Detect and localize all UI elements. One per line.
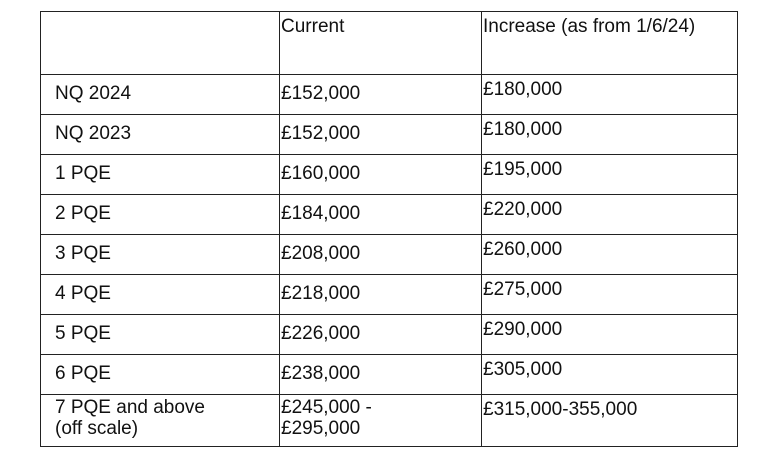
- header-increase: Increase (as from 1/6/24): [482, 12, 738, 75]
- level-cell: NQ 2023: [41, 115, 280, 155]
- table-row: [41, 395, 738, 447]
- table-row: [41, 115, 738, 155]
- level-cell: [41, 395, 280, 447]
- increased-salary-cell: £290,000: [482, 315, 738, 355]
- increased-salary-cell: £305,000: [482, 355, 738, 395]
- current-salary-cell: [280, 395, 482, 447]
- table-row: [41, 315, 738, 355]
- salary-table-body: [41, 12, 738, 447]
- table-row: [41, 235, 738, 275]
- salary-table: [40, 11, 738, 447]
- level-cell: 6 PQE: [41, 355, 280, 395]
- current-salary-cell: £208,000: [280, 235, 482, 275]
- level-cell: 4 PQE: [41, 275, 280, 315]
- current-salary-cell: £184,000: [280, 195, 482, 235]
- level-cell: 5 PQE: [41, 315, 280, 355]
- header-current: Current: [280, 12, 482, 75]
- table-row: [41, 275, 738, 315]
- header-level: [41, 12, 280, 75]
- level-cell: NQ 2024: [41, 75, 280, 115]
- level-cell: 2 PQE: [41, 195, 280, 235]
- current-salary-line: £295,000: [281, 418, 361, 439]
- current-salary-line: £245,000 -: [281, 397, 372, 418]
- level-cell: 1 PQE: [41, 155, 280, 195]
- increased-salary-cell: £195,000: [482, 155, 738, 195]
- table-row: [41, 155, 738, 195]
- current-salary-cell: £152,000: [280, 115, 482, 155]
- table-row: [41, 355, 738, 395]
- header-row: [41, 12, 738, 75]
- increased-salary-cell: £220,000: [482, 195, 738, 235]
- increased-salary-cell: £180,000: [482, 115, 738, 155]
- current-salary-cell: £152,000: [280, 75, 482, 115]
- increased-salary-cell: £315,000-355,000: [482, 395, 738, 447]
- level-cell: 3 PQE: [41, 235, 280, 275]
- table-row: [41, 195, 738, 235]
- table-row: [41, 75, 738, 115]
- increased-salary-cell: £180,000: [482, 75, 738, 115]
- increased-salary-cell: £275,000: [482, 275, 738, 315]
- level-line: (off scale): [55, 418, 139, 439]
- current-salary-cell: £226,000: [280, 315, 482, 355]
- current-salary-cell: £238,000: [280, 355, 482, 395]
- current-salary-cell: £160,000: [280, 155, 482, 195]
- level-line: 7 PQE and above: [55, 397, 205, 418]
- current-salary-cell: £218,000: [280, 275, 482, 315]
- increased-salary-cell: £260,000: [482, 235, 738, 275]
